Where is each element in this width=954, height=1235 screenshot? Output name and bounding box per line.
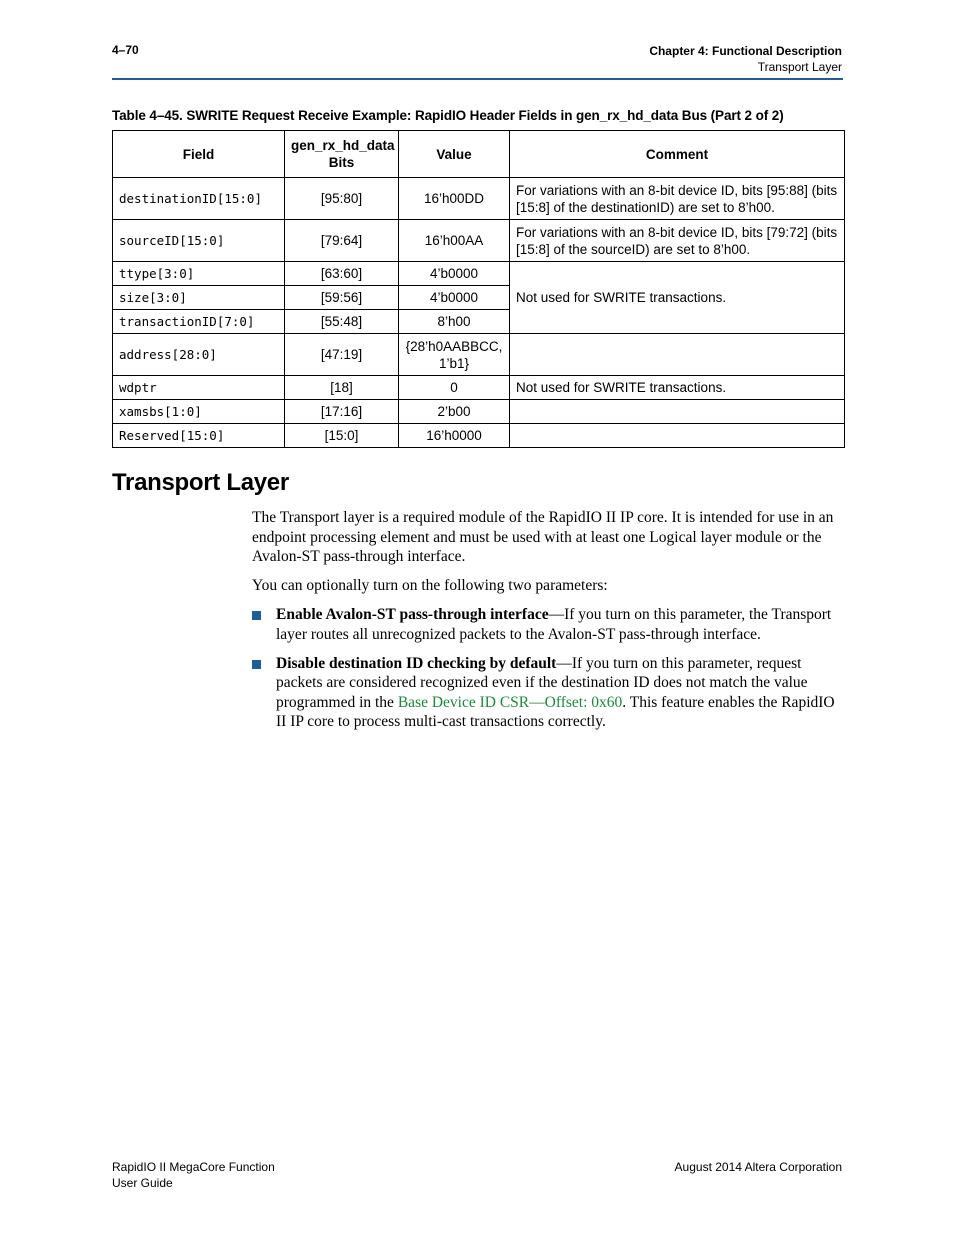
parameter-description-end: . This feature enables the RapidIO II IP core to process multi-cast transactions correctly. [276,693,835,730]
running-header [649,43,842,75]
comment-cell [510,424,845,448]
list-item [252,654,842,732]
document-type: User Guide [112,1176,173,1190]
comment-cell: Not used for SWRITE transactions. [510,376,845,400]
table-header-row [113,131,845,178]
parameter-name: Enable Avalon-ST pass-through interface [276,606,549,623]
table-row [113,262,845,286]
table-row [113,178,845,220]
header-rule [112,78,843,80]
value-cell: 16’h0000 [399,424,510,448]
section-body [252,508,842,741]
bits-cell: [59:56] [285,286,399,310]
value-line1: {28’h0AABBCC, [405,338,503,354]
parameter-description: —If you turn on this parameter, the Transport layer routes all unrecognized packets to the Avalon-ST pass-through interface. [276,606,832,643]
table-row [113,424,845,448]
header-fields-table [112,130,845,448]
comment-cell [510,334,845,376]
footer-right: August 2014 Altera Corporation [674,1160,842,1174]
field-cell: ttype[3:0] [113,262,285,286]
chapter-title: Chapter 4: Functional Description [649,44,842,58]
bits-cell: [55:48] [285,310,399,334]
table-row [113,376,845,400]
document-title: RapidIO II MegaCore Function [112,1160,275,1174]
field-cell: transactionID[7:0] [113,310,285,334]
paragraph: The Transport layer is a required module of the RapidIO II IP core. It is intended for use in an endpoint processing element and must be used with at least one Logical layer module or the Avalon-ST pass-through interface. [252,509,834,565]
value-cell: 2’b00 [399,400,510,424]
field-cell: wdptr [113,376,285,400]
value-cell: 16’h00AA [399,220,510,262]
value-line2: 1’b1} [438,355,470,371]
bits-cell: [17:16] [285,400,399,424]
bits-cell: [63:60] [285,262,399,286]
table-row [113,334,845,376]
bits-cell: [15:0] [285,424,399,448]
value-cell: 8’h00 [399,310,510,334]
column-header-bits-line2: Bits [328,155,355,170]
column-header-value: Value [399,131,510,178]
list-item [252,605,842,644]
footer-left [112,1159,275,1191]
value-cell: 16’h00DD [399,178,510,220]
value-cell: 4’b0000 [399,262,510,286]
table-caption: Table 4–45. SWRITE Request Receive Example: RapidIO Header Fields in gen_rx_hd_data Bus (Part 2 of 2) [112,108,784,123]
square-bullet-icon [252,611,261,620]
parameter-name: Disable destination ID checking by default [276,654,557,672]
comment-cell [510,400,845,424]
page-number: 4–70 [112,43,139,57]
cross-reference-link[interactable]: Base Device ID CSR—Offset: 0x60 [397,693,623,711]
comment-cell: For variations with an 8-bit device ID, bits [95:88] (bits [15:8] of the destinationID) are set to 8’h00. [510,178,845,220]
paragraph: You can optionally turn on the following two parameters: [252,577,608,594]
field-cell: Reserved[15:0] [113,424,285,448]
bits-cell: [95:80] [285,178,399,220]
bits-cell: [79:64] [285,220,399,262]
parameter-description: —If you turn on this parameter, request packets are considered recognized even if the destination ID does not match the value programmed in the [276,654,808,711]
column-header-bits-line1: gen_rx_hd_data [291,138,395,153]
value-cell: 4’b0000 [399,286,510,310]
table-row [113,220,845,262]
bits-cell: [18] [285,376,399,400]
field-cell: sourceID[15:0] [113,220,285,262]
square-bullet-icon [252,660,261,669]
value-cell [399,334,510,376]
column-header-bits [285,131,399,178]
field-cell: address[28:0] [113,334,285,376]
table-row [113,400,845,424]
comment-cell-merged: Not used for SWRITE transactions. [510,262,845,334]
parameter-list [252,605,842,732]
field-cell: destinationID[15:0] [113,178,285,220]
section-title: Transport Layer [112,469,289,496]
column-header-comment: Comment [510,131,845,178]
header-section-name: Transport Layer [757,60,842,74]
value-cell: 0 [399,376,510,400]
column-header-field: Field [113,131,285,178]
comment-cell: For variations with an 8-bit device ID, bits [79:72] (bits [15:8] of the sourceID) are set to 8’h00. [510,220,845,262]
field-cell: xamsbs[1:0] [113,400,285,424]
bits-cell: [47:19] [285,334,399,376]
field-cell: size[3:0] [113,286,285,310]
